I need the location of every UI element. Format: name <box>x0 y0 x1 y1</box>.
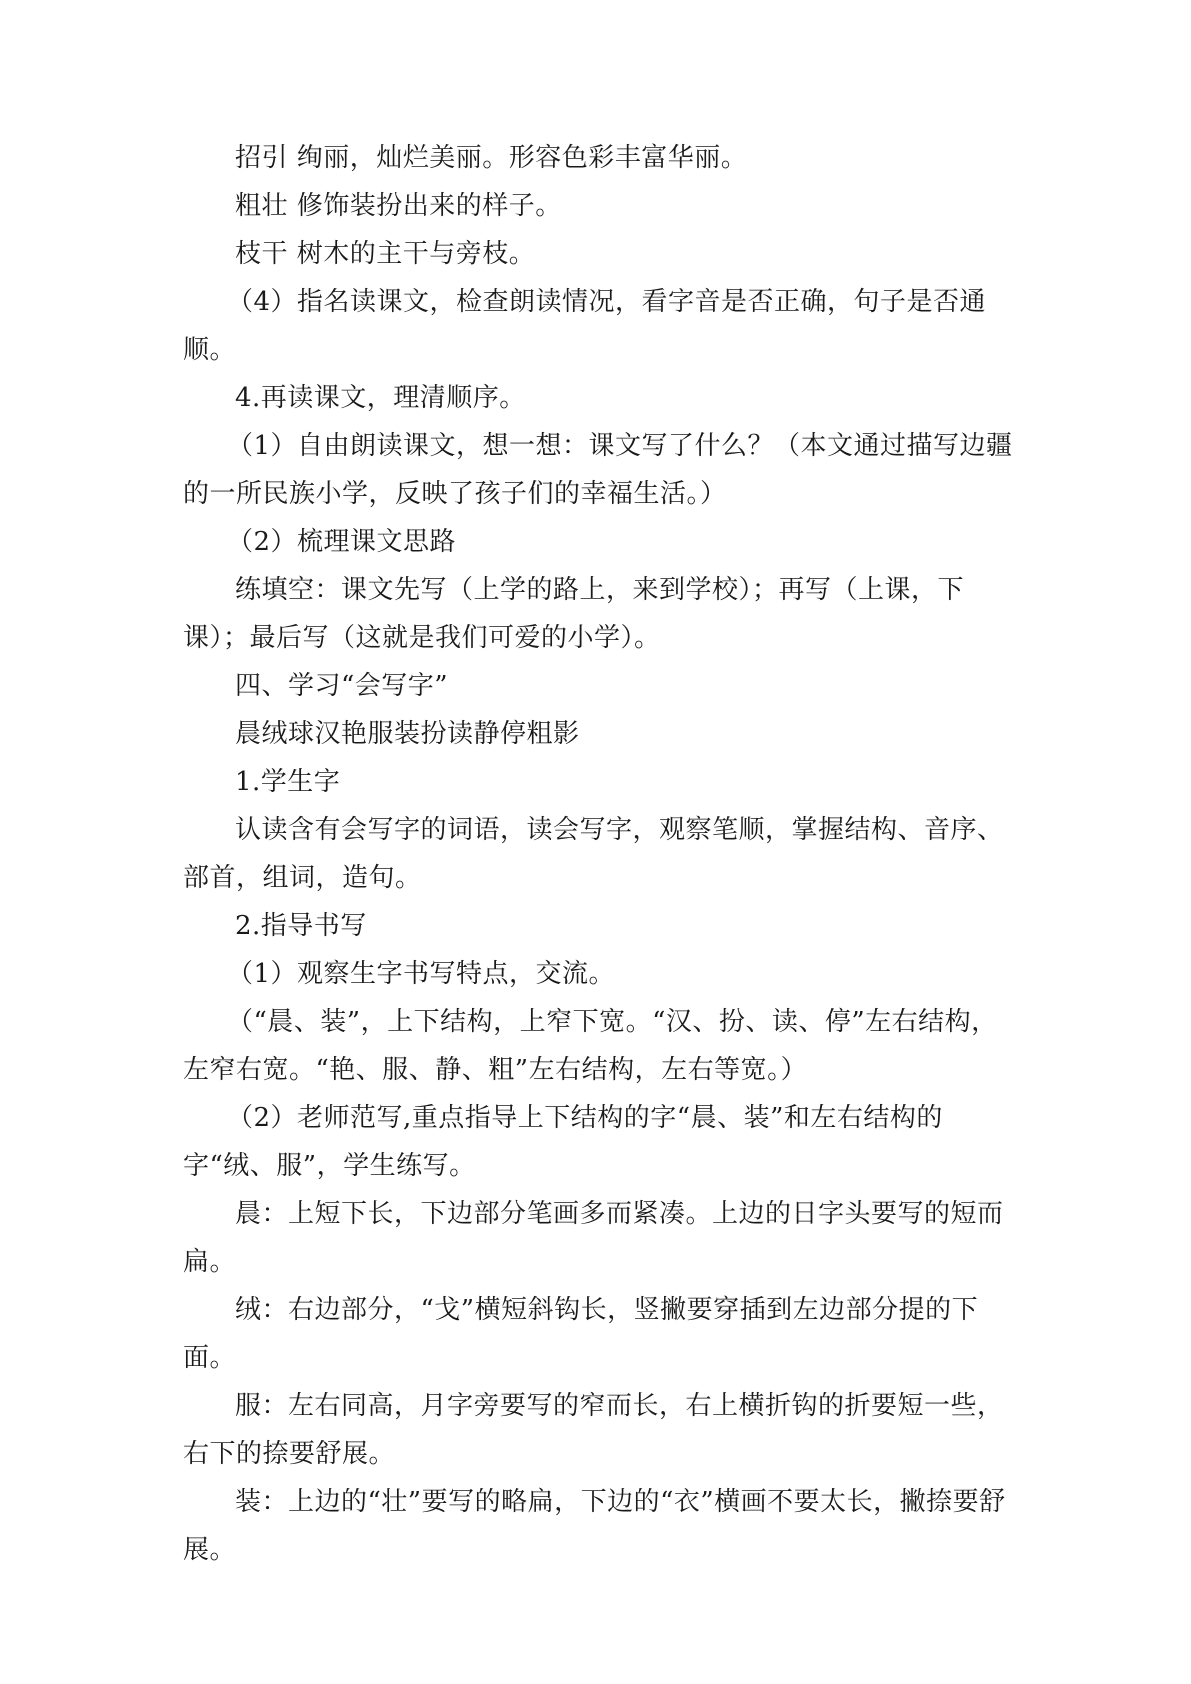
paragraph-2: 粗壮 修饰装扮出来的样子。 <box>235 191 562 221</box>
paragraph-8: 练填空：课文先写（上学的路上，来到学校）；再写（上课，下课）；最后写（这就是我们可爱的小学）。 <box>183 575 965 653</box>
paragraph-16: （2）老师范写,重点指导上下结构的字“晨、装”和左右结构的字“绒、服”，学生练写。 <box>183 1103 943 1181</box>
paragraph-6: （1）自由朗读课文，想一想：课文写了什么？（本文通过描写边疆的一所民族小学，反映了孩子们的幸福生活。） <box>183 431 1013 509</box>
paragraph-15: （“晨、装”，上下结构，上窄下宽。“汉、扮、读、停”左右结构，左窄右宽。“艳、服、静、粗”左右结构，左右等宽。） <box>183 1007 998 1085</box>
paragraph-20: 装：上边的“壮”要写的略扁，下边的“衣”横画不要太长，撇捺要舒展。 <box>183 1487 1006 1565</box>
paragraph-18: 绒：右边部分，“戈”横短斜钩长，竖撇要穿插到左边部分提的下面。 <box>183 1295 979 1373</box>
paragraph-4: （4）指名读课文，检查朗读情况，看字音是否正确，句子是否通顺。 <box>183 287 987 365</box>
paragraph-19: 服：左右同高，月字旁要写的窄而长，右上横折钩的折要短一些，右下的捺要舒展。 <box>183 1391 1004 1469</box>
paragraph-17: 晨：上短下长，下边部分笔画多而紧凑。上边的日字头要写的短而扁。 <box>183 1199 1004 1277</box>
paragraph-10: 晨绒球汉艳服装扮读静停粗影 <box>235 719 580 749</box>
paragraph-14: （1）观察生字书写特点，交流。 <box>227 959 616 989</box>
paragraph-13: 2.指导书写 <box>235 911 367 941</box>
section-heading: 四、学习“会写字” <box>235 671 449 701</box>
paragraph-3: 枝干 树木的主干与旁枝。 <box>235 239 536 269</box>
paragraph-11: 1.学生字 <box>235 767 341 797</box>
paragraph-7: （2）梳理课文思路 <box>227 527 457 557</box>
document-body <box>183 134 1013 1574</box>
paragraph-5: 4.再读课文，理清顺序。 <box>235 383 526 413</box>
paragraph-1: 招引 绚丽，灿烂美丽。形容色彩丰富华丽。 <box>235 143 748 173</box>
paragraph-12: 认读含有会写字的词语，读会写字，观察笔顺，掌握结构、音序、部首，组词，造句。 <box>183 815 1004 893</box>
